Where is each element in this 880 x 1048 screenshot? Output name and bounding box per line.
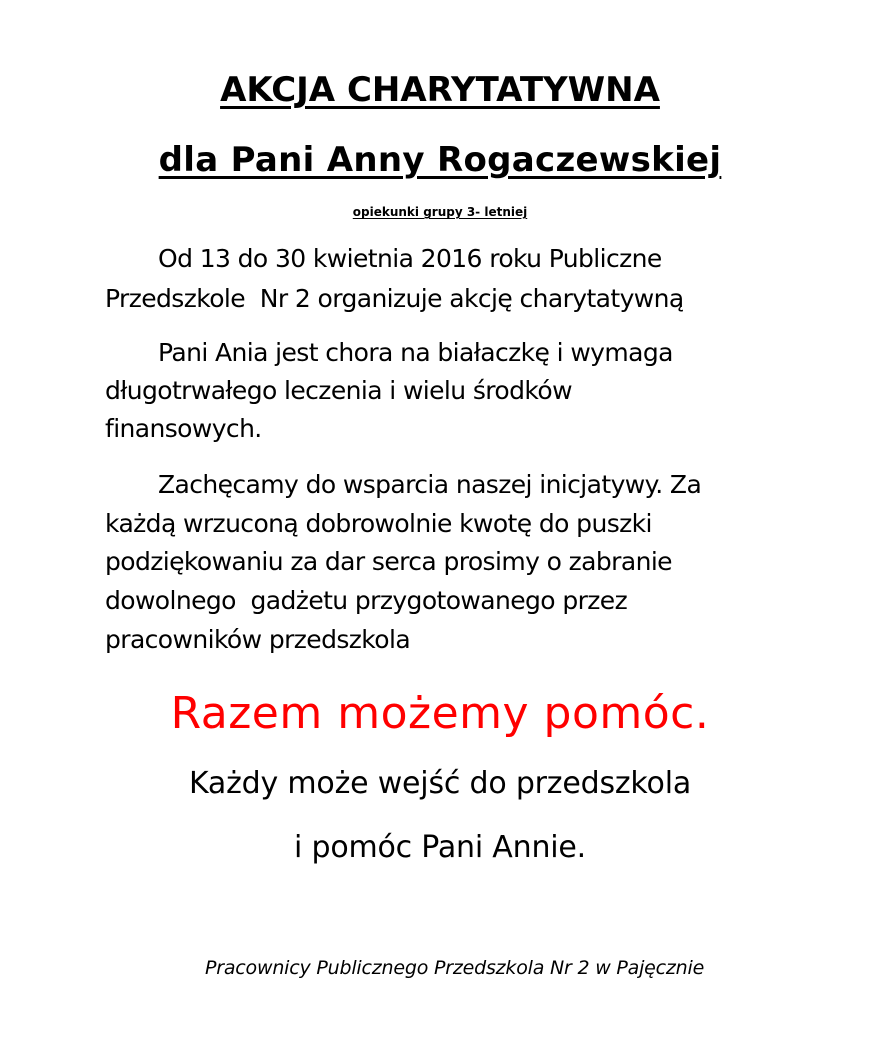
paragraph-line: długotrwałego leczenia i wielu środków bbox=[105, 376, 572, 405]
paragraph-line: Od 13 do 30 kwietnia 2016 roku Publiczne bbox=[158, 244, 662, 273]
highlight-slogan: Razem możemy pomóc. bbox=[170, 688, 710, 739]
closing-line: Każdy może wejść do przedszkola bbox=[188, 766, 692, 801]
paragraph-line: finansowych. bbox=[105, 414, 262, 443]
document-title-recipient: dla Pani Anny Rogaczewskiej bbox=[158, 140, 722, 180]
paragraph-line: pracowników przedszkola bbox=[105, 625, 411, 654]
paragraph-line: Pani Ania jest chora na białaczkę i wymaga bbox=[158, 338, 673, 367]
document-title: AKCJA CHARYTATYWNA bbox=[220, 70, 660, 110]
paragraph-line: każdą wrzuconą dobrowolnie kwotę do puszki bbox=[105, 509, 652, 538]
paragraph-line: dowolnego gadżetu przygotowanego przez bbox=[105, 586, 628, 615]
paragraph-line: podziękowaniu za dar serca prosimy o zabranie bbox=[105, 547, 672, 576]
paragraph-line: Przedszkole Nr 2 organizuje akcję charytatywną bbox=[105, 284, 684, 313]
document-subtitle: opiekunki grupy 3- letniej bbox=[352, 205, 528, 219]
closing-line: i pomóc Pani Annie. bbox=[294, 830, 586, 865]
paragraph-line: Zachęcamy do wsparcia naszej inicjatywy. Za bbox=[158, 470, 702, 499]
signature: Pracownicy Publicznego Przedszkola Nr 2 w Pajęcznie bbox=[205, 957, 705, 979]
